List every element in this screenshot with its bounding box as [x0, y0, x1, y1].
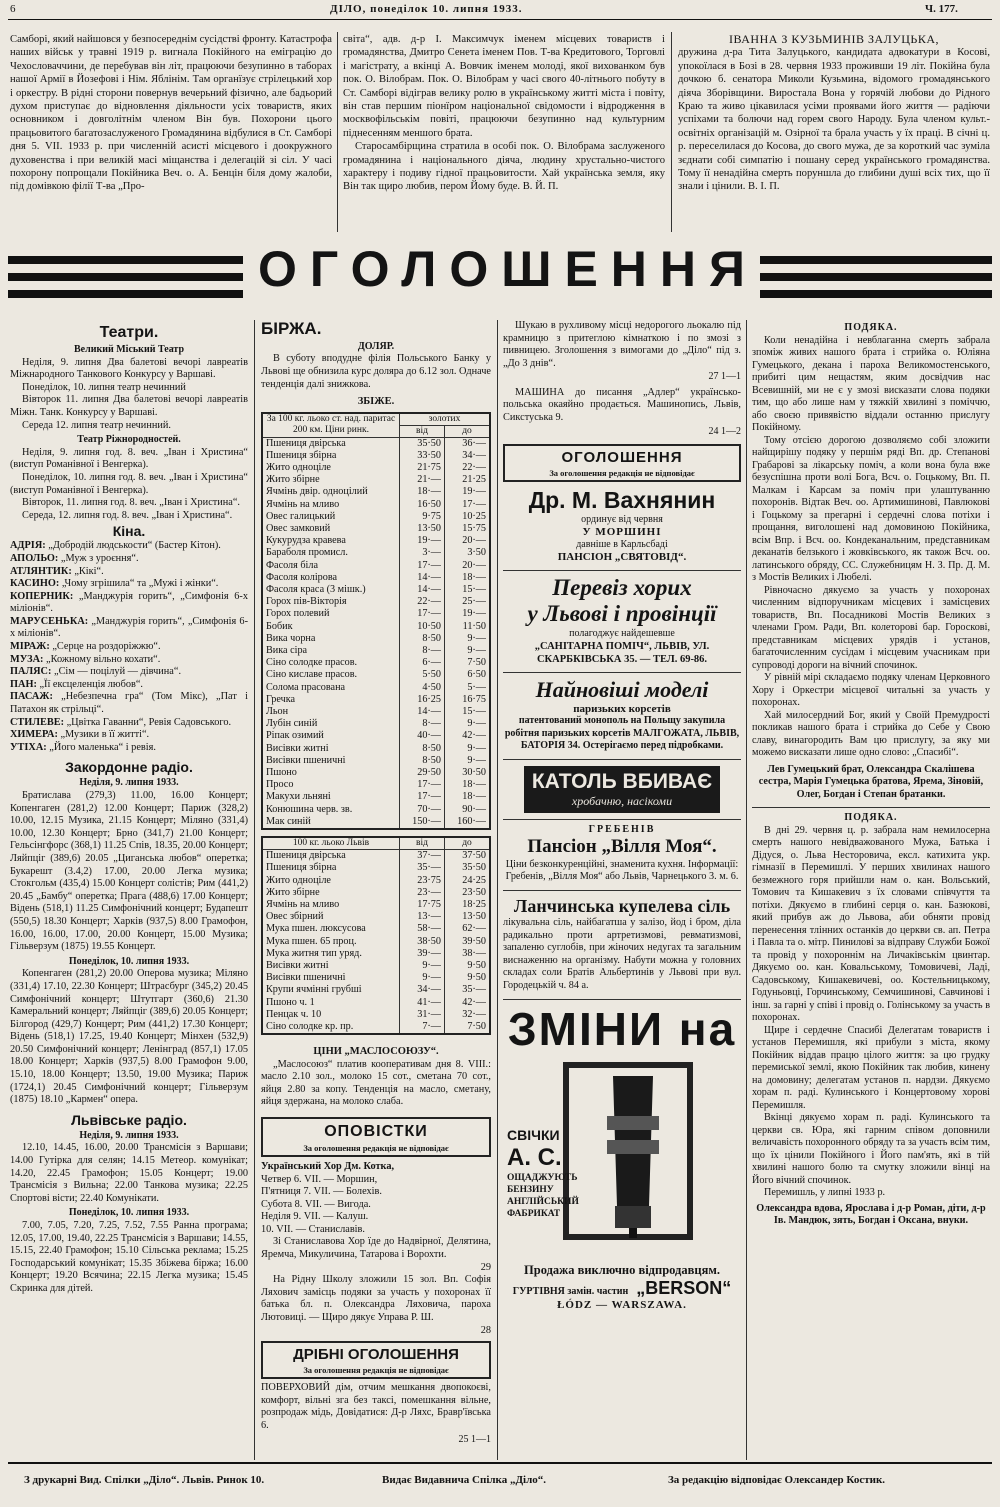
- tour-date: Неділя 9. VII. — Калуш.: [261, 1211, 369, 1223]
- grain-price-row: Макухи льняні 17·— 18·—: [263, 791, 489, 803]
- lviv-grain-prices-table: 100 кг. льоко Львів від до Пшениця двірська 37·— 37·50 Пшениця збірна 35·— 35·50 Жито одноціле 23·75 24·25 Жито збірне 23·— 23·50 Ячмінь на мливо 17·75 18·25 Овес збірний 13·— 13·50 Мука пшен. люксусова 58·— 62·— Мука пшен. 65 проц. 38·50 39·50 Мука житня тип уряд. 39·— 38·— Висівки житні 9·— 9·50 Висівки пшеничні 9·— 9·50 Крупи ячмінні грубші 34·— 35·— Пшоно ч. 1 41·— 42·— Пенцак ч. 10 31·— 32·— Сіно солодке кр. пр. 7·— 7·50: [261, 836, 491, 1035]
- tour-date: Четвер 6. VII. — Моршин,: [261, 1173, 378, 1185]
- cinema-title: Кіна.: [112, 523, 146, 540]
- grain-price-row: Сіно киславе прасов. 5·50 6·50: [263, 669, 489, 681]
- masloсоюз-title: ЦІНИ „МАСЛОСОЮЗУ“.: [313, 1046, 439, 1058]
- thanks-signature: Лев Гумецький брат, Олександра Скалішева сестра, Марія Гумецька братова, Ярема, Зіновій, Олег, Богдан і Степан братанки.: [758, 763, 984, 800]
- spark-plug-ad: ЗМІНИ на СВІЧКИ А. С. ОЩАДЖУЮТЬ БЕНЗИНУ АНГЛІЙСЬКИЙ ФАБРИКАТ Продажа виключно відпродавцям. ГУРТІВНЯ замін. частин „BERSON“ ŁÓDZ — WARSZAWA.: [503, 1000, 741, 1338]
- thanks-signature: Олександра вдова, Ярослава і д-р Роман, діти, д-р Ів. Мандюк, зять, Богдан і Оксана, внуки.: [756, 1202, 986, 1226]
- grain-price-row: Пшениця збірна 33·50 34·—: [263, 450, 489, 462]
- grain-price-row: Пенцак ч. 10 31·— 32·—: [263, 1009, 489, 1021]
- grain-price-row: Ячмінь двір. одноцілий 18·— 19·—: [263, 486, 489, 498]
- footer-editor: За редакцію відповідає Олександер Костик.: [668, 1474, 886, 1486]
- exchange-column: БІРЖА. ДОЛЯР. В суботу вподудне філія Польського Банку у Львові ще обнизила курс доляра до 6.12 зол. Одначе тенденція далі знижкова. ЗБІЖЕ. За 100 кг. льоко ст. над. паритас 200 км. Ціни ринк. золотих від до Пшениця двірська 35·50 36·— Пшениця збірна 33·50 34·— Жито одноціле 21·75 22·— Жито збірне 21·— 21·25 Ячмінь двір. одноцілий 18·— 19·— Ячмінь на мливо 16·50 17·— Овес галицький 9·75 10·25 Овес замковий 13·50 15·75 Кукурудза кравева 19·— 20·— Бараболя промисл. 3·— 3·50 Фасоля біла 17·— 20·— Фасоля колірова 14·— 18·— Фасоля краса (3 мішк.) 14·— 15·— Горох пів-Вікторія 22·— 25·— Горох полевий 17·— 19·— Бобик 10·50 11·50 Вика чорна 8·50 9·— Вика сіра 8·— 9·— Сіно солодке прасов. 6·— 7·50 Сіно киславе прасов. 5·50 6·50 Солома прасована 4·50 5·— Гречка 16·25 16·75 Льон 14·— 15·— Лубін синій 8·— 9·— Ріпак озимий 40·— 42·— Висівки житні 8·50 9·— Висівки пшеничні 8·50 9·— Пшоно 29·50 30·50 Просо 17·— 18·— Макухи льняні 17·— 18·— Конюшина черв. зв. 70·— 90·— Мак синій 150·— 160·— 100 кг. льоко Львів від до Пшениця двірська 37·— 37·50 Пшениця збірна 35·— 35·50 Жито одноціле 23·75 24·25 Жито збірне 23·— 23·50 Ячмінь на мливо 17·75 18·25 Овес збірний 13·— 13·50 Мука пшен. люксусова 58·— 62·— Мука пшен. 65 проц. 38·50 39·50 Мука житня тип уряд. 39·— 38·— Висівки житні 9·— 9·50 Висівки пшеничні 9·— 9·50 Крупи ячмінні грубші 34·— 35·— Пшоно ч. 1 41·— 42·— Пенцак ч. 10 31·— 32·— Сіно солодке кр. пр. 7·— 7·50 ЦІНИ „МАСЛОСОЮЗУ“. „Маслосоюз“ платив кооперативам дня 8. VIII.: масло 2.10 зол., молоко 15 сот., сметана 70 сот., яйця 2.80 за копу. Тенденція на масло, сметану, яйця здержана, на молоко слаба. ОПОВІСТКИ За оголошення редакція не відповідає Український Хор Дм. Котка, Четвер 6. VII. — Моршин, П'ятниця 7. VII. — Болехів. Субота 8. VII. — Вигода. Неділя 9. VII. — Калуш. 10. VII. — Станиславів. Зі Станиславова Хор їде до Надвірної, Делятина, Яремча, Микуличина, Татарова і Ворохти. 29 На Рідну Школу зложили 15 зол. Вп. Софія Ляхович замісць подяки за участь у похоронах її батька бл. п. Олександра Ляховича, пароха Лютовиці. — Щиро дякує Управа Р. Ш. 28 ДРІБНІ ОГОЛОШЕННЯ За оголошення редакція не відповідає ПОВЕРХОВИЙ дім, отчим мешкання двопокоєві, комфорт, вільні зга без таксі, помешкання вільне, розпродаж мідь, Довідатися: Д-р Ляхс, Бравр'ївська 6. 25 1—1: [261, 319, 491, 1445]
- column-divider: [337, 32, 338, 232]
- notices-body: Український Хор Дм. Котка, Четвер 6. VII. — Моршин, П'ятниця 7. VII. — Болехів. Субота 8. VII. — Вигода. Неділя 9. VII. — Калуш. 10. VII. — Станиславів. Зі Станиславова Хор їде до Надвірної, Делятина, Яремча, Микуличина, Татарова і Ворохти. 29 На Рідну Школу зложили 15 зол. Вп. Софія Ляхович замісць подяки за участь у похоронах її батька бл. п. Олександра Ляховича, пароха Лютовиці. — Щиро дякує Управа Р. Ш. 28: [261, 1160, 491, 1336]
- theatre-column: Театри. Великий Міський Театр Неділя, 9. липня Два балетові вечорі лавреатів Міжнародного Танкового Конкурсу у Варшаві. Понеділок, 10. липня театр нечинний Вівторок 11. липня Два балетові вечорі лавреатів Міжн. Танк. Конкурсу у Варшаві. Середа 12. липня театр нечинний. Театр Ріжнородностей. Неділя, 9. липня год. 8. веч. „Іван і Христина“ (виступ Романівної і Венгерка). Понеділок, 10. липня год. 8. веч. „Іван і Христина“ (виступ Романівної і Венгерка). Вівторок, 11. липня год. 8. веч. „Іван і Христина“. Середа, 12. липня год. 8. веч. „Іван і Христина“. Кіна. АДРІЯ: „Добродій людськости“ (Бастер Кітон). АПОЛЬО: „Муж з уроєння“. АТЛЯНТИК: „Кікі“. КАСИНО: „Чому згрішила“ та „Мужі і жінки“. КОПЕРНИК: „Манджурія горить“, „Симфонія 6-х міліонів“. МАРУСЕНЬКА: „Манджурія горить“, „Симфонія 6-х міліонів“. МІРАЖ: „Серце на роздоріжжю“. МУЗА: „Кожному вільно кохати“. ПАЛЯС: „Сім — поцілуй — дівчина“. ПАН: „Її ексцеленція любов“. ПАСАЖ: „Небезпечна гра“ (Том Мікс), „Пат і Патахон як стрільці“. СТИЛЕВЕ: „Цвітка Гаванни“, Ревія Садовського. ХИМЕРА: „Музики в її житті“. УТІХА: „Його маленька“ і ревія. Закордонне радіо. Неділя, 9. липня 1933. Братислава (279,3) 11.00, 16.00 Концерт; Копенгаген (281,2) 12.00 Концерт; Париж (328,2) 10.00, 12.15 Музика, 21.15 Концерт; Міляно (331,4) 10.00, 12.30 Концерт; Брно (341,7) 21.00 Концерт; Гельсінгфорс (368,1) 11.25 Спів, 18.35, 20.00 Концерт; Ляйпціг (389,6) 20.05 „Циганська любов“ оперетка; Букарешт (3.4,2) 17.00, 20.00 Легка музика; Стокгольм (435,4) 15.00 Концерт солістів; Рим (441,2) 20.45 „Бамбу“ оперетка; Прага (488,6) 17.00 Концерт; Відень (518,1) 11.25 Симфонічний концерт; Будапешт (550,5) 18.30 Концерт; Харків (937,5) 8.00 Грамофон, 16.00, 16.00, 17.00, 20.00 Концерт, 15.00 Музика; Гільверзум (1875) 19.55 Концерт. Понеділок, 10. липня 1933. Копенгаген (281,2) 20.00 Оперова музика; Міляно (331,4) 17.10, 22.30 Концерт; Штрасбург (345,2) 20.45 Симфонічний концерт; Штутгарт (360,6) 21.30 Камеральний концерт; Ляйпціг (389,6) 20.05 Концерт; Білгород (429,7) Концерт; Рим (441,2) 17.30 Концерт; Відень (518,1) 17.25, 19.40 Концерт; Мінхен (532,9) 20.50 Симфонічний концерт; Ленінград (857,1) 17.05 18.00 Концерт; Харків (937,5) 8.00 Грамофон 9.00, 15.10, 18.00 Концерт; 13.50, 19.00 Музика; Париж (1724,1) 20.45 Симфонічний концерт; Гільверзум (1875) 18.10 „Кармен“ опера. Львівське радіо. Неділя, 9. липня 1933. 12.10, 14.45, 16.00, 20.00 Трансмісія з Варшави; 14.00 Гутірка для селян; 14.15 Метеор. комунікат; 14.20, 22.45 Грамофон; 15.05 Концерт; 19.00 Трансмісія з Вильна; 22.00 Танкова музика; 22.25 Спортові вісти; 22.40 Комунікати. Понеділок, 10. липня 1933. 7.00, 7.05, 7.20, 7.25, 7.52, 7.55 Ранна програма; 12.05, 17.00, 19.40, 22.25 Трансмісія з Варшави; 14.55, 15.15, 22.40 Грамофон; 15.10 Сільська реклама; 15.25 Господарський комунікат; 15.35 Збіжева біржа; 16.00 Концерт; 19.20 Всячина; 22.15 Легка музика; 15.45 Скринка для дітей.: [10, 324, 248, 1294]
- cinema-listing: СТИЛЕВЕ: „Цвітка Гаванни“, Ревія Садовського.: [10, 716, 232, 728]
- cinema-listing: ПАСАЖ: „Небезпечна гра“ (Том Мікс), „Пат і Патахон як стрільці“.: [10, 691, 248, 716]
- grain-price-row: Лубін синій 8·— 9·—: [263, 718, 489, 730]
- grain-price-row: Мука пшен. 65 проц. 38·50 39·50: [263, 936, 489, 948]
- column-divider: [746, 320, 747, 1460]
- grain-price-row: Льон 14·— 15·—: [263, 706, 489, 718]
- grain-price-row: Висівки пшеничні 8·50 9·—: [263, 755, 489, 767]
- transport-ad: Перевіз хорих у Львові і провінції полагоджує найдешевше „САНІТАРНА ПОМІЧ“, ЛЬВІВ, УЛ. СКАРБКІВСЬКА 35. — ТЕЛ. 69-86.: [503, 571, 741, 673]
- grain-price-row: Просо 17·— 18·—: [263, 779, 489, 791]
- issue-number: Ч. 177.: [925, 3, 958, 15]
- cinema-listing: ПАЛЯС: „Сім — поцілуй — дівчина“.: [10, 666, 182, 678]
- grain-price-row: Овес замковий 13·50 15·75: [263, 523, 489, 535]
- grain-price-row: Бараболя промисл. 3·— 3·50: [263, 547, 489, 559]
- cinema-list: [10, 540, 248, 754]
- salt-ad: Ланчинська купелева сіль лікувальна сіль, найбагатша у залізо, йод і бром, діла радикально проти артретизмові, ревматизмові, запаленю суглобів, при жіночих недугах та загальним виснаженню на організму. Набути можна у головних складах соли Братів Альбертинів у Львові при вул. Городецькій ч. 84 а.: [503, 891, 741, 1000]
- banner-title: ОГОЛОШЕННЯ: [258, 241, 758, 297]
- thanks-title: ПОДЯКА.: [844, 322, 898, 333]
- column-divider: [254, 320, 255, 1460]
- thanks-title: ПОДЯКА.: [844, 812, 898, 823]
- radio-title: Закордонне радіо.: [65, 759, 193, 776]
- grain-price-row: Фасоля колірова 14·— 18·—: [263, 572, 489, 584]
- obituary-title: ІВАННА З КУЗЬМИНІВ ЗАЛУЦЬКА,: [729, 32, 939, 46]
- footer-publisher: Видає Видавнича Спілка „Діло“.: [382, 1474, 547, 1486]
- lviv-radio-title: Львівське радіо.: [71, 1111, 187, 1128]
- katol-ad: КАТОЛЬ ВБИВАЄ хробачню, насікоми: [503, 760, 741, 820]
- cinema-listing: МАРУСЕНЬКА: „Манджурія горить“, „Симфонія 6-х міліонів“.: [10, 615, 248, 640]
- doctor-ad: Др. М. Вахнянин ординує від червня У МОРШИНІ давніше в Карльсбаді ПАНСІОН „СВЯТОВІД“.: [503, 482, 741, 571]
- cinema-listing: АТЛЯНТИК: „Кікі“.: [10, 565, 104, 577]
- grain-price-row: Пшениця двірська 37·— 37·50: [263, 850, 489, 863]
- announcements-banner: [8, 236, 992, 318]
- grain-price-row: Горох полевий 17·— 19·—: [263, 608, 489, 620]
- grain-price-row: Жито одноціле 23·75 24·25: [263, 875, 489, 887]
- page-number: 6: [10, 3, 16, 15]
- grain-price-row: Мука пшен. люксусова 58·— 62·—: [263, 923, 489, 935]
- tour-date: 10. VII. — Станиславів.: [261, 1223, 365, 1235]
- grain-price-row: Висівки житні 8·50 9·—: [263, 743, 489, 755]
- grain-price-row: Конюшина черв. зв. 70·— 90·—: [263, 804, 489, 816]
- tour-date: П'ятниця 7. VII. — Болехів.: [261, 1186, 382, 1198]
- grain-price-row: Мука житня тип уряд. 39·— 38·—: [263, 948, 489, 960]
- grain-price-row: Вика чорна 8·50 9·—: [263, 633, 489, 645]
- grain-price-row: Жито збірне 23·— 23·50: [263, 887, 489, 899]
- article-samborsky: Самборі, який найшовся у безпосереднім сусідстві фронту. Катастрофа наших військ у травні 1919 р. вигнала Покійного на еміграцію до Чехословаччини, де перебував він літ, працюючи безупинно в таборах нашої Армії в Йозефові і Нім. Яблінім. Там органїзує стрілецький хор і оркестру. В рідні сторони повернув вечерьний фізично, але бадьорий духом приступає до відновлення діяльности усіх товариств, яких основником і довголітнім членом Він був. Похорони цього працьовитого багатозаслуженого Громадянина відбулися в Ст. Самборі дня 5. VII. 1933 р. при численній асисті місцевого і доокружного духовенства і при великій масі міщанства і делегацій зі сіл. У часі похорону попрощали Покійника Веч. о. А. Бенцін біля дому жалоби, під домівкою філії Т-ва „Про-: [10, 34, 332, 193]
- thanks-column: ПОДЯКА. Коли ненадійна і невблаганна смерть забрала зпоміж живих нашого брата і стрийка о. Юліяна Гумецького, декана і пароха Великомостенського, прибиті цим нещастям, яким досвідчив нас Всевишній, ми не є у змозі висказати слова подяки тим, що або лише нам у тяжкій хвилині з поміччю, або своєю привявістю віддали останню прислугу Покійному. Тому отсією дорогою дозволяємо собі зложити найщирішу подяку у першім ряді Вп. др. Степанові Грабарові за лікарську поміч, а коли вона була вже безуспішна проти волі Бога, Всч. о. Гоцькому, Вп. П. Малкам і Карсам за поміч при улаштуванню похоронів. Відтак Веч. оо. Артимишинові, Павлюкові і Гоцькому за прегарні і сердечні слова потіхи і прощання, виголошені над домовиною Покійника, всім Впр. і Всч. оо. Кондеканальним, представникам деканатів белзького і жовківського, як також Всч. оо. латинського обряду, СС. Служебницям Н. З. Пр. Д. М. з Мостів Великих і Любелі. Рівночасно дякуємо за участь у похоронах численним відпоручникам місцевих і замісцевих товариств, Вп. Посадникові Мостів Великих з членами Гром. Ради, Вп. колеторові бар. Гороскові, представникам місцевих урядів і установ, багаточисленним сусідам і місцевим учасникам при супроводі дороги на вічний спочинок. У рівній мірі складаємо подяку членам Церковного Хору і Оркестри місцевої читальні за участь у похоронах. Хай милосердний Бог, який у Своїй Премудрості покликав нашого брата і стрийка до Себе у Свою славу, винагородить Вам цю прислугу, за яку ми можемо висказати лише одно слово: „Спасибі“. Лев Гумецький брат, Олександра Скалішева сестра, Марія Гумецька братова, Ярема, Зіновій, Олег, Богдан і Степан братанки. ПОДЯКА. В дні 29. червня ц. р. забрала нам немилосерна смерть нашого невідважованого Мужа, Батька і Дідуся, о. Льва Несторовича, ексл. катихита укр. гімназії в Перемишлі. У перших хвилинах нашого безмежного горя прийшли нам о. кан. Вольський, Томович та Кишакевич з їх словами співчуття та потіхи. Дякуємо в глибині серця о. кан. Базюкові, який прибув аж до Львова, аби обняти провід перенесення тлінних останків до церкви св. ап. Петра і Павла та о. мітр. Пинилові за відправу Служби Божої та провід у похороннім на Личаківськім цвинтар. Дякуємо оо. кан. Ковальському, Томовичеві, Ладі, Садовському, Кишакевичеві, оо. Костельницькому, Годуньовці, Горчинському, Семчишинові, Савчинові і інш. за гарні у співі і провід о. Голінському за участь в похоронах. Щире і сердечне Спасибі Делегатам товариств і установ Перемишля, які прибули з міста, якому Покійник віддав працю цілого життя: за цю грудку перемиської землі, якою Покійник так любив, кинену на домовину; делегатам установ п. нардзи. Дякуємо хорам п. раді. Кулинського і Концертовому хорові Перемишля. Вкінці дякуємо хорам п. раді. Кулинського та церкви св. Юра, які гарним співом доповнили величавість похоронного обряду та за участь всім тим, що їх цінили Покійного і Його пам'ять, які в тій хвилині нашого болю та смутку зложили вінці на Його вічний спочинок. Перемишль, у липні 1933 р. Олександра вдова, Ярослава і д-р Роман, діти, д-р Ів. Мандюк, зять, Богдан і Оксана, внуки.: [752, 322, 990, 1226]
- cinema-listing: КОПЕРНИК: „Манджурія горить“, „Симфонія 6-х міліонів“.: [10, 590, 248, 615]
- grain-price-row: Висівки житні 9·— 9·50: [263, 960, 489, 972]
- masthead: ДІЛО, понеділок 10. липня 1933.: [330, 3, 523, 15]
- grain-price-row: Бобик 10·50 11·50: [263, 621, 489, 633]
- article-vilobram: світа“, адв. д-р І. Максимчук іменем місцевих товариств і громадянства, Дмитро Сенета іменем Пов. Т-ва Кредитового, Торговлі і магістрату, а вкінці А. Вовчик іменем молоді, якої вихованком був пок. О. Вілобрам. Пок. О. Вілобрам у часі свого 40-літнього побуту в Ст. Самборі відіграв велику ролю в українському житті міста і повіту, він став першим піонїром національної свідомости і відродження в москвофільськім повіті, працюючи безупинно над культурним піднесенням меншого брата. Старосамбірщина стратила в особі пок. О. Вілобрама заслуженого громадянина і національного діяча, людину хрустально-чистого характеру і подиву гідної працьовитости. Хай українська земля, яку Він так щиро любив, пером Йому буде. В. Й. П.: [343, 34, 665, 193]
- grain-price-row: Мак синій 150·— 160·—: [263, 816, 489, 828]
- grain-price-row: Крупи ячмінні грубші 34·— 35·—: [263, 984, 489, 996]
- grain-price-row: Пшоно 29·50 30·50: [263, 767, 489, 779]
- grain-price-row: Овес галицький 9·75 10·25: [263, 511, 489, 523]
- ads-header-box: ОГОЛОШЕННЯ За оголошення редакція не відповідає: [503, 444, 741, 482]
- notices-box: ОПОВІСТКИ За оголошення редакція не відповідає: [261, 1117, 491, 1157]
- corset-ad: Найновіші моделі паризьких корсетів патентований монополь на Польщу закупила робітня паризьких корсетів МАЛГОЖАТА, ЛЬВІВ, БАТОРІЯ 34. Остерігаємо перед підробками.: [503, 673, 741, 760]
- grain-price-row: Жито одноціле 21·75 22·—: [263, 462, 489, 474]
- grain-price-row: Кукурудза кравева 19·— 20·—: [263, 535, 489, 547]
- grain-price-row: Фасоля біла 17·— 20·—: [263, 560, 489, 572]
- cinema-listing: МІРАЖ: „Серце на роздоріжжю“.: [10, 641, 161, 653]
- grain-price-row: Вика сіра 8·— 9·—: [263, 645, 489, 657]
- grain-price-row: Сіно солодке прасов. 6·— 7·50: [263, 657, 489, 669]
- cinema-listing: АПОЛЬО: „Муж з уроєння“.: [10, 552, 139, 564]
- pension-ad: ГРЕБЕНІВ Пансіон „Вілля Моя“. Ціни безконкуренційні, знаменита кухня. Інформації: Гребенів, „Вілля Моя“ або Львів, Чарнецького 3. м. 6.: [503, 820, 741, 891]
- grain-price-row: Пшениця збірна 35·— 35·50: [263, 862, 489, 874]
- grain-price-row: Фасоля краса (3 мішк.) 14·— 15·—: [263, 584, 489, 596]
- tour-date: Субота 8. VII. — Вигода.: [261, 1198, 371, 1210]
- ads-column: Шукаю в рухливому місці недорогого льокалю під крамницю з притеглою кімнаткою і по змозі з пивницею. Зголошення з вимогами до „Діло“ під з. „До 3 днів“. 27 1—1 МАШИНА до писання „Адлер“ українсько-польська окаяйно продається. Машинопись, Львів, Сикстуська 9. 24 1—2 ОГОЛОШЕННЯ За оголошення редакція не відповідає Др. М. Вахнянин ординує від червня У МОРШИНІ давніше в Карльсбаді ПАНСІОН „СВЯТОВІД“. Перевіз хорих у Львові і провінції полагоджує найдешевше „САНІТАРНА ПОМІЧ“, ЛЬВІВ, УЛ. СКАРБКІВСЬКА 35. — ТЕЛ. 69-86. Найновіші моделі паризьких корсетів патентований монополь на Польщу закупила робітня паризьких корсетів МАЛГОЖАТА, ЛЬВІВ, БАТОРІЯ 34. Остерігаємо перед підробками. КАТОЛЬ ВБИВАЄ хробачню, насікоми ГРЕБЕНІВ Пансіон „Вілля Моя“. Ціни безконкуренційні, знаменита кухня. Інформації: Гребенів, „Вілля Моя“ або Львів, Чарнецького 3. м. 6. Ланчинська купелева сіль лікувальна сіль, найбагатша у залізо, йод і бром, діла радикально проти артретизмові, ревматизмові, запаленю суглобів, при жіночих недугах та загальним виснаженню на організму. Набути можна у головних складах соли Братів Альбертинів у Львові при вул. Городецькій ч. 84 а. ЗМІНИ на СВІЧКИ А. С. ОЩАДЖУЮТЬ БЕНЗИНУ АНГЛІЙСЬКИЙ ФАБРИКАТ Продажа виключно відпродавцям. ГУРТІВНЯ замін. частин „BERSON“ ŁÓDZ — WARSZAWA.: [503, 320, 741, 1338]
- cinema-listing: ПАН: „Її ексцеленція любов“.: [10, 678, 143, 690]
- grain-price-row: Горох пів-Вікторія 22·— 25·—: [263, 596, 489, 608]
- exchange-title: БІРЖА.: [261, 319, 322, 338]
- grain-price-row: Жито збірне 21·— 21·25: [263, 474, 489, 486]
- grain-price-row: Сіно солодке кр. пр. 7·— 7·50: [263, 1021, 489, 1033]
- grain-price-row: Пшоно ч. 1 41·— 42·—: [263, 997, 489, 1009]
- cinema-listing: ХИМЕРА: „Музики в її житті“.: [10, 729, 150, 741]
- grain-price-row: Солома прасована 4·50 5·—: [263, 682, 489, 694]
- cinema-listing: МУЗА: „Кожному вільно кохати“.: [10, 653, 161, 665]
- small-ads-title: ДРІБНІ ОГОЛОШЕННЯ: [293, 1346, 459, 1364]
- cinema-listing: КАСИНО: „Чому згрішила“ та „Мужі і жінки“.: [10, 578, 219, 590]
- column-divider: [497, 320, 498, 1460]
- grain-price-row: Овес збірний 13·— 13·50: [263, 911, 489, 923]
- cinema-listing: УТІХА: „Його маленька“ і ревія.: [10, 741, 156, 753]
- theatres-title: Театри.: [99, 324, 159, 341]
- grain-price-row: Ріпак озимий 40·— 42·—: [263, 730, 489, 742]
- grain-price-row: Гречка 16·25 16·75: [263, 694, 489, 706]
- grain-prices-table: За 100 кг. льоко ст. над. паритас 200 км. Ціни ринк. золотих від до Пшениця двірська 35·50 36·— Пшениця збірна 33·50 34·— Жито одноціле 21·75 22·— Жито збірне 21·— 21·25 Ячмінь двір. одноцілий 18·— 19·— Ячмінь на мливо 16·50 17·— Овес галицький 9·75 10·25 Овес замковий 13·50 15·75 Кукурудза кравева 19·— 20·— Бараболя промисл. 3·— 3·50 Фасоля біла 17·— 20·— Фасоля колірова 14·— 18·— Фасоля краса (3 мішк.) 14·— 15·— Горох пів-Вікторія 22·— 25·— Горох полевий 17·— 19·— Бобик 10·50 11·50 Вика чорна 8·50 9·— Вика сіра 8·— 9·— Сіно солодке прасов. 6·— 7·50 Сіно киславе прасов. 5·50 6·50 Солома прасована 4·50 5·— Гречка 16·25 16·75 Льон 14·— 15·— Лубін синій 8·— 9·— Ріпак озимий 40·— 42·— Висівки житні 8·50 9·— Висівки пшеничні 8·50 9·— Пшоно 29·50 30·50 Просо 17·— 18·— Макухи льняні 17·— 18·— Конюшина черв. зв. 70·— 90·— Мак синій 150·— 160·—: [261, 412, 491, 831]
- grain-price-row: Пшениця двірська 35·50 36·—: [263, 437, 489, 450]
- grain-price-row: Висівки пшеничні 9·— 9·50: [263, 972, 489, 984]
- footer-printer: З друкарні Вид. Спілки „Діло“. Львів. Ринок 10.: [24, 1474, 265, 1486]
- page-header: [0, 0, 1000, 18]
- column-divider: [671, 32, 672, 232]
- cinema-listing: АДРІЯ: „Добродій людськости“ (Бастер Кітон).: [10, 540, 221, 552]
- notices-title: ОПОВІСТКИ: [324, 1122, 428, 1140]
- small-ads-box: ДРІБНІ ОГОЛОШЕННЯ За оголошення редакція не відповідає: [261, 1341, 491, 1379]
- footer-rule: [8, 1462, 992, 1464]
- header-rule: [8, 19, 992, 20]
- obituary-zalutska: ІВАННА З КУЗЬМИНІВ ЗАЛУЦЬКА, дружина д-ра Тита Залуцького, кандидата адвокатури в Косові, упокоїлася в Бозі в 28. червня 1933 проживши 19 літ. Покійна була дочкою б. сенатора Миколи Кузьмина, відомого громадянського діяча Зборівщини. Виростала Вона у горячій любови до Рідного Краю та живо цікавилася усіми проявами його життя — радіючи успіхами та болючи над горем свого Народу. Була членом культ.-освітніх організацій м. Озірної та брала участь у їх праці. В січні ц. р. переселилася до Косова, до свого мужа, де за короткий час зуміла зєднати собі симпатію і пошану серед українського громадянства. Тому її ненадійна смерть поруншла до глибини душі всіх тих, що її знали і цінили. В. І. П.: [678, 32, 990, 193]
- grain-price-row: Ячмінь на мливо 16·50 17·—: [263, 499, 489, 511]
- grain-price-row: Ячмінь на мливо 17·75 18·25: [263, 899, 489, 911]
